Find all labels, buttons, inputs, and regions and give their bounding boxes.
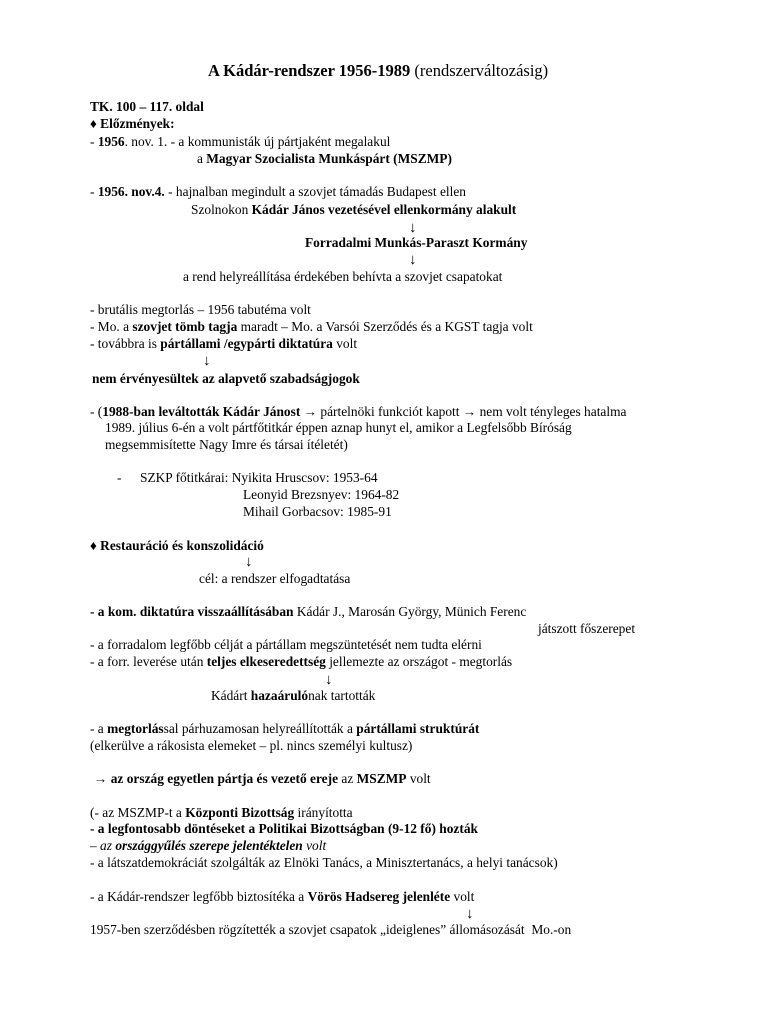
text-line (245, 553, 253, 571)
text-segment: MSZMP (356, 771, 407, 786)
text-segment: irányította (294, 805, 353, 820)
title-main: A Kádár-rendszer 1956-1989 (208, 61, 411, 80)
text-segment: Leonyid Brezsnyev: 1964-82 (243, 487, 400, 502)
down-arrow-icon: ↓ (245, 554, 253, 570)
text-segment: Szolnokon (191, 202, 252, 217)
text-segment: - Mo. a (90, 319, 133, 334)
text-segment: sal párhuzamosan helyreállították a (163, 721, 357, 736)
text-segment: szovjet tömb tagja (132, 319, 238, 334)
text-segment: - a kom. diktatúra visszaállításában (90, 604, 294, 619)
text-segment: teljes elkeseredettség (206, 654, 326, 669)
text-segment: - (90, 134, 98, 149)
text-line (90, 133, 390, 150)
text-segment: – az (90, 838, 116, 853)
text-line (90, 301, 311, 318)
text-segment: - a látszatdemokráciát szolgálták az Elnöki Tanács, a Minisztertanács, a helyi tanácsok) (90, 855, 558, 870)
text-line (538, 620, 635, 637)
text-segment: Vörös Hadsereg jelenléte (307, 889, 451, 904)
text-segment: - (90, 184, 98, 199)
text-segment: - továbbra is (90, 336, 161, 351)
text-segment: hazaáruló (250, 688, 309, 703)
text-segment: volt (406, 771, 431, 786)
text-segment: - a Kádár-rendszer legfőbb biztosítéka a (90, 889, 308, 904)
text-line (243, 486, 399, 503)
down-arrow-icon: ↓ (325, 672, 333, 688)
text-line (90, 854, 558, 871)
text-line (92, 370, 360, 387)
text-line (90, 737, 412, 754)
text-segment: Forradalmi Munkás-Paraszt Kormány (305, 235, 528, 250)
down-arrow-icon: ↓ (466, 906, 474, 922)
text-line (409, 251, 417, 269)
text-line (90, 921, 571, 938)
text-segment: a rend helyreállítása érdekében behívta a szovjet csapatokat (183, 269, 503, 284)
text-line (117, 469, 121, 486)
text-line (243, 503, 392, 520)
text-segment: (- az MSZMP-t a (90, 805, 186, 820)
text-segment: - brutális megtorlás – 1956 tabutéma volt (90, 302, 311, 317)
text-segment: az (338, 771, 357, 786)
text-segment: nak tartották (308, 688, 376, 703)
text-segment: nem érvényesültek az alapvető szabadságjogok (92, 371, 360, 386)
text-segment: volt (302, 838, 327, 853)
down-arrow-icon: ↓ (409, 252, 417, 268)
text-line (90, 636, 482, 653)
text-line (197, 150, 452, 167)
text-line (90, 720, 479, 737)
text-line (105, 419, 572, 436)
text-segment: . nov. 1. - a kommunisták új pártjaként megalakul (124, 134, 391, 149)
text-segment: Mihail Gorbacsov: 1985-91 (243, 504, 392, 519)
text-line (191, 201, 516, 218)
text-segment: - a forr. leverése után (90, 654, 207, 669)
text-line (211, 687, 375, 704)
text-segment: Kádárt (211, 688, 251, 703)
text-line (90, 335, 357, 352)
down-arrow-icon: ↓ (409, 220, 417, 236)
text-segment: → az ország egyetlen pártja és vezető ereje (94, 771, 339, 786)
text-segment: cél: a rendszer elfogadtatása (199, 571, 351, 586)
text-segment: Magyar Szocialista Munkáspárt (MSZMP) (206, 151, 452, 166)
text-segment: 1989. július 6-én a volt pártfőtitkár éppen aznap hunyt el, amikor a Legfelsőbb Bíróság (105, 420, 572, 435)
text-segment: volt (450, 889, 475, 904)
text-line (90, 820, 478, 837)
text-line (90, 115, 175, 132)
text-segment: pártállami struktúrát (356, 721, 480, 736)
text-segment: maradt – Mo. a Varsói Szerződés és a KGST tagja volt (237, 319, 533, 334)
text-segment: - a legfontosabb döntéseket a Politikai Bizottságban (9-12 fő) hozták (90, 821, 478, 836)
text-segment: - a (90, 721, 108, 736)
text-line (140, 469, 378, 486)
text-segment: jellemezte az országot - megtorlás (325, 654, 513, 669)
text-segment: Kádár János vezetésével ellenkormány alakult (251, 202, 517, 217)
text-segment: SZKP főtitkárai: Nyikita Hruscsov: 1953-64 (140, 470, 378, 485)
text-segment: - ( (90, 404, 103, 419)
down-arrow-icon: ↓ (203, 353, 211, 369)
text-segment: - (117, 470, 122, 485)
text-line (90, 403, 626, 420)
text-segment: országgyűlés szerepe jelentéktelen (115, 838, 303, 853)
text-line (199, 570, 350, 587)
text-line (90, 653, 512, 670)
text-segment: Központi Bizottság (185, 805, 295, 820)
text-segment: megsemmisítette Nagy Imre és társai ítéletét) (105, 437, 348, 452)
text-line (183, 268, 502, 285)
text-line (305, 234, 527, 251)
text-segment: játszott főszerepet (538, 621, 636, 636)
text-segment: 1957-ben szerződésben rögzítették a szovjet csapatok „ideiglenes” állomásozását Mo.-on (90, 922, 572, 937)
text-line (90, 537, 264, 554)
text-segment: ♦ Restauráció és konszolidáció (90, 538, 264, 553)
text-line (90, 183, 466, 200)
text-line (90, 318, 533, 335)
text-segment: (elkerülve a rákosista elemeket – pl. nincs személyi kultusz) (90, 738, 413, 753)
text-line (90, 603, 526, 620)
text-segment: Kádár J., Marosán György, Münich Ferenc (293, 604, 527, 619)
text-segment: 1956 (97, 134, 125, 149)
text-segment: pártállami /egypárti diktatúra (160, 336, 333, 351)
text-segment: megtorlás (107, 721, 164, 736)
text-segment: 1956. nov.4. (97, 184, 165, 199)
text-segment: a (197, 151, 207, 166)
title-sub: (rendszerváltozásig) (410, 61, 549, 80)
text-line (90, 888, 474, 905)
text-line (94, 770, 431, 787)
text-segment: ♦ Előzmények: (90, 116, 175, 131)
text-segment: TK. 100 – 117. oldal (90, 99, 204, 114)
text-segment: → pártelnöki funkciót kapott → nem volt tényleges hatalma (300, 404, 627, 419)
text-line (203, 352, 211, 370)
text-segment: 1988-ban leváltották Kádár Jánost (102, 404, 301, 419)
document-title (208, 62, 548, 79)
text-segment: volt (332, 336, 358, 351)
text-segment: - a forradalom legfőbb célját a pártállam megszüntetését nem tudta elérni (90, 637, 482, 652)
text-line (105, 436, 348, 453)
text-line (90, 98, 204, 115)
text-segment: - hajnalban megindult a szovjet támadás Budapest ellen (164, 184, 466, 199)
text-line (90, 804, 353, 821)
text-line (90, 837, 326, 854)
